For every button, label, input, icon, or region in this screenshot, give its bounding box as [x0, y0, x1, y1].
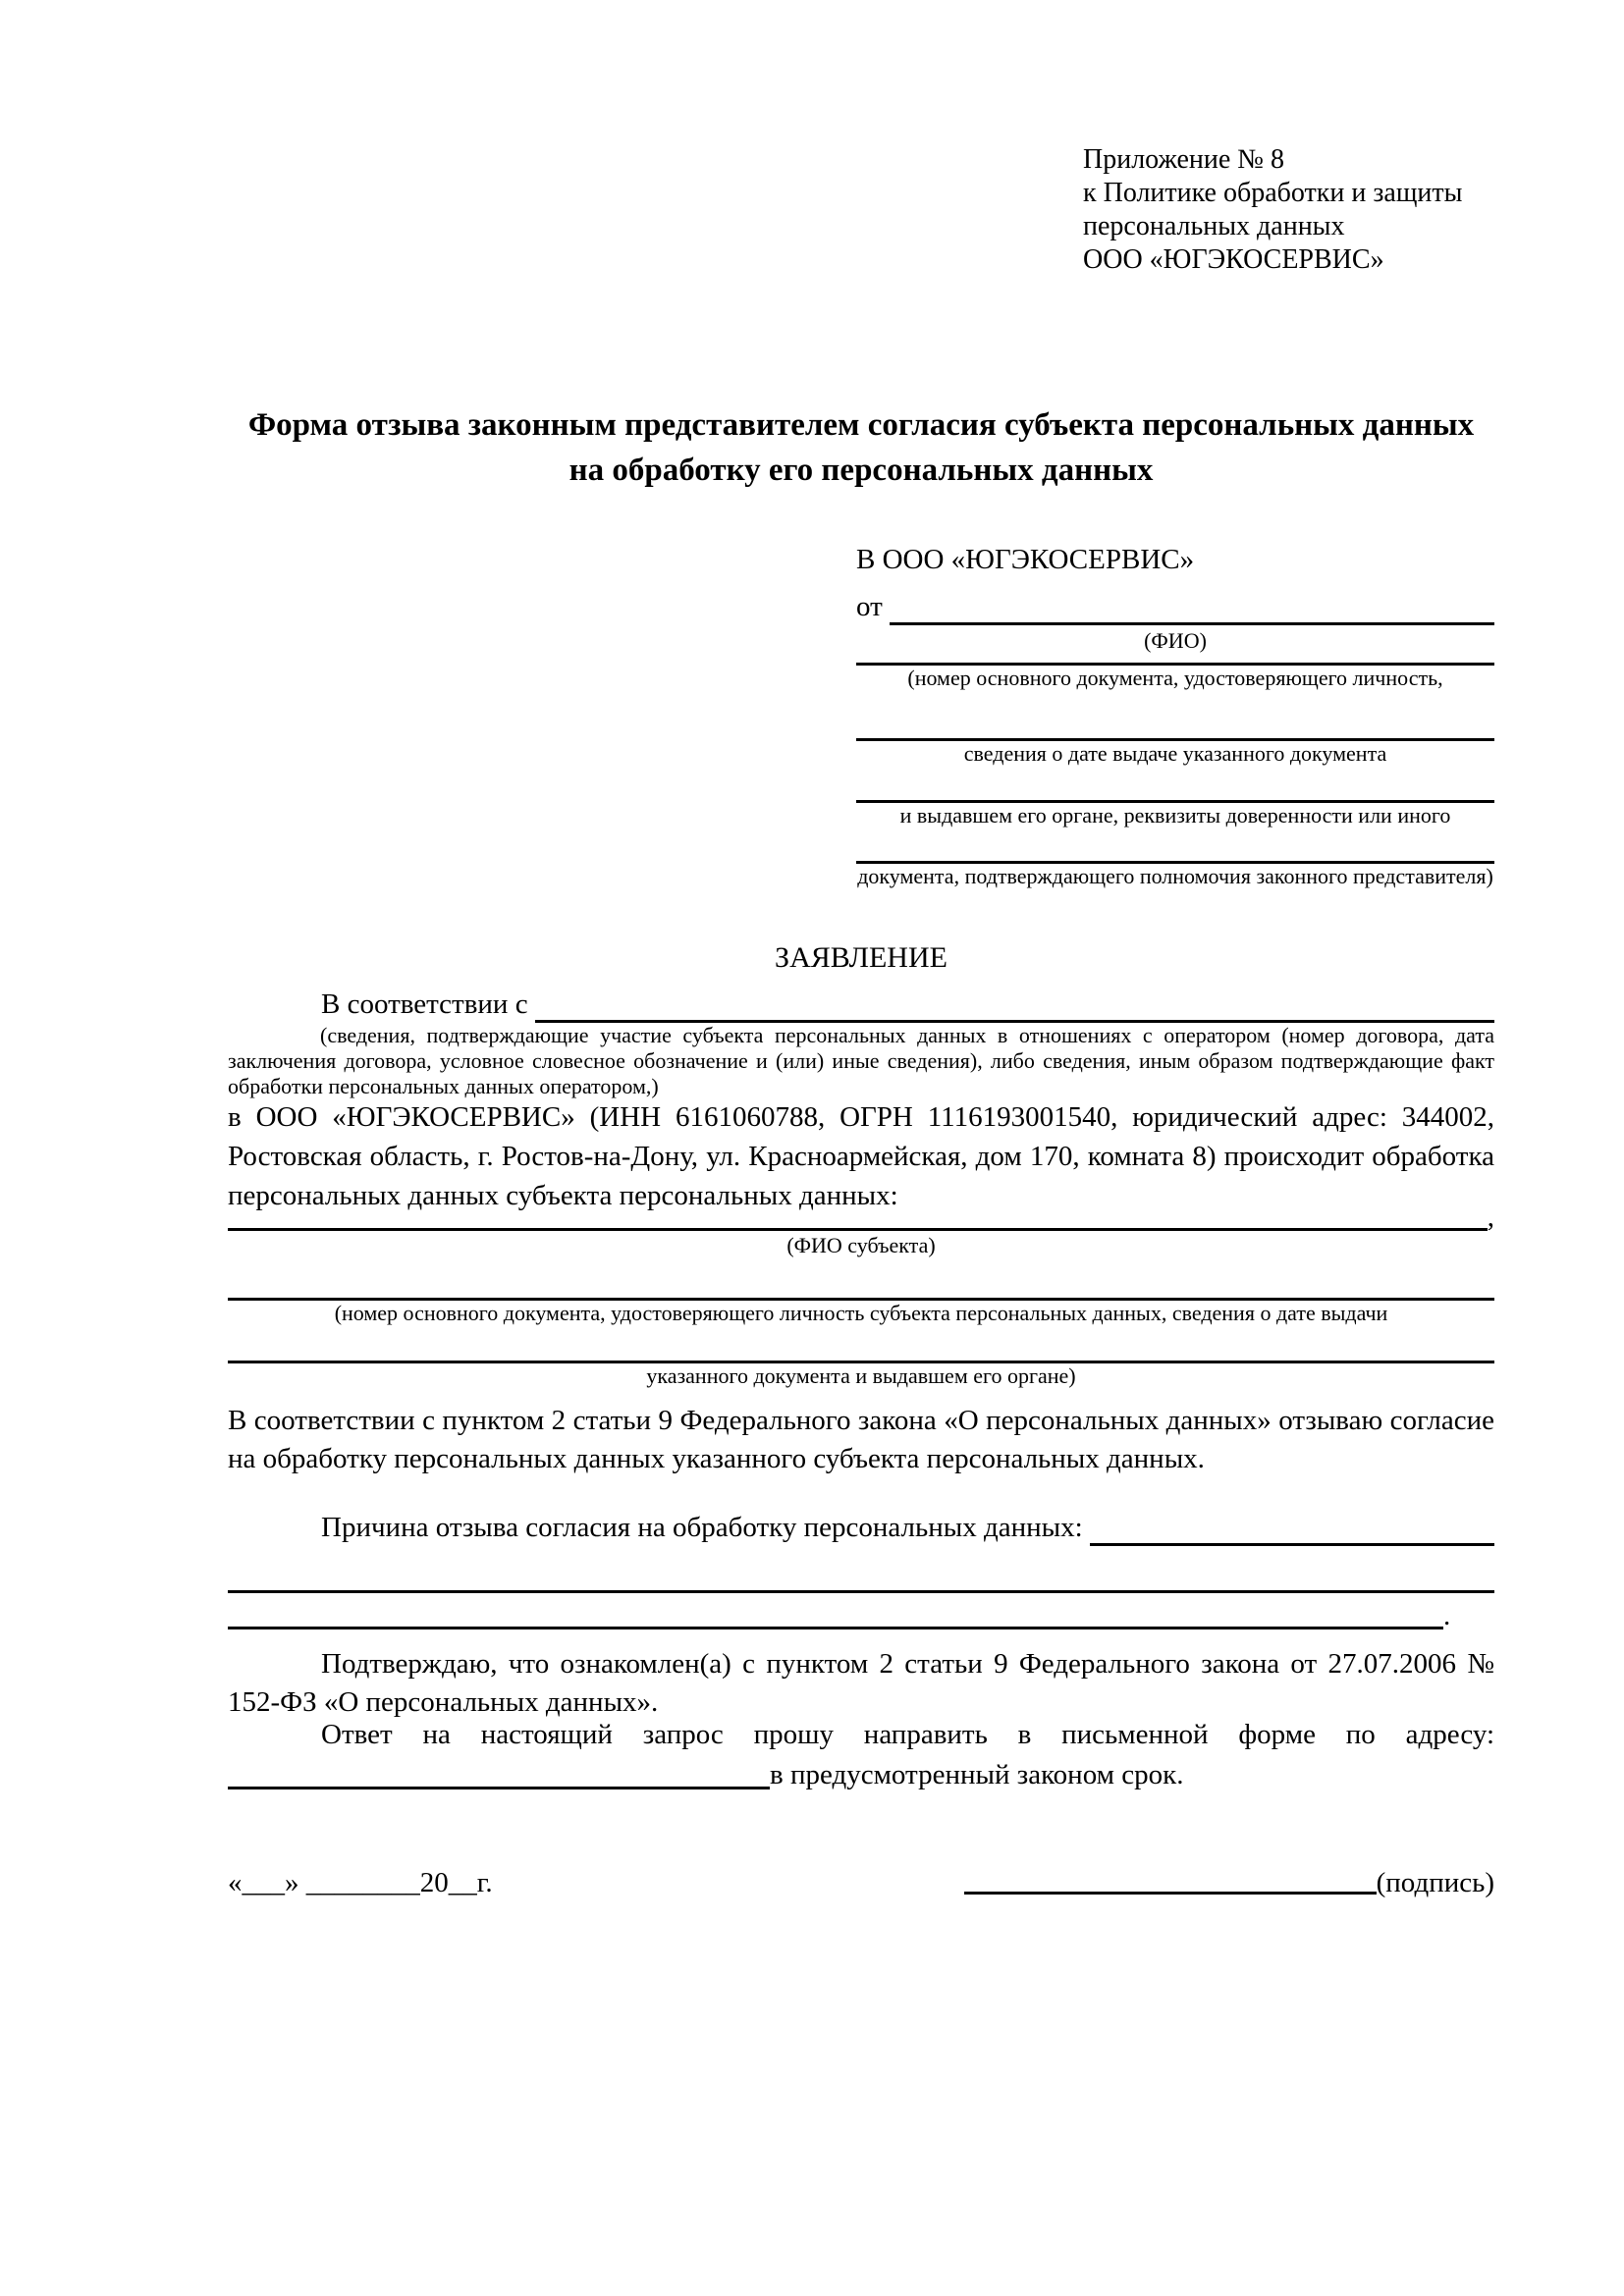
- trailing-period: .: [1443, 1600, 1451, 1631]
- doc-caption: и выдавшем его органе, реквизиты доверенности или иного: [899, 803, 1451, 828]
- appendix-note-line: персональных данных: [1083, 211, 1345, 241]
- reason-continuation-blank-line[interactable]: [228, 1590, 1494, 1593]
- signature-caption: (подпись): [1376, 1867, 1494, 1898]
- reply-address-row: [228, 1756, 1494, 1793]
- intro-note: (сведения, подтверждающие участие субъекта персональных данных в отношениях с оператором (номер договора, дата заключения договора, условное словесное обозначение и (или) иные сведения), либо сведения, иным образом подтверждающие факт обработки персональных данных оператором,): [228, 1023, 1494, 1098]
- confirm-paragraph: Подтверждаю, что ознакомлен(а) с пунктом 2 статьи 9 Федерального закона от 27.07.2006 № 152-ФЗ «О персональных данных».: [228, 1648, 1494, 1718]
- reason-continuation-row: [228, 1602, 1494, 1629]
- fio-caption: (ФИО): [1144, 628, 1207, 653]
- reply-request-line: Ответ на настоящий запрос прошу направить в письменной форме по адресу:: [321, 1719, 1494, 1750]
- doc-caption: документа, подтверждающего полномочия законного представителя): [857, 864, 1493, 888]
- doc-caption: (номер основного документа, удостоверяющего личность,: [907, 666, 1443, 690]
- reason-prefix: Причина отзыва согласия на обработку персональных данных:: [321, 1512, 1090, 1543]
- appendix-note-line: ООО «ЮГЭКОСЕРВИС»: [1083, 244, 1384, 275]
- appendix-note-line: Приложение № 8: [1083, 144, 1284, 175]
- appendix-note: [1083, 143, 1462, 277]
- signature-group: [964, 1865, 1494, 1900]
- doc-caption: сведения о дате выдаче указанного документа: [963, 741, 1387, 766]
- page-title: Форма отзыва законным представителем согласия субъекта персональных данных на обработку его персональных данных: [247, 407, 1475, 488]
- subject-fio-row: [228, 1203, 1494, 1231]
- reply-block: [228, 1716, 1494, 1793]
- addressee-block: [856, 541, 1494, 889]
- subject-block: [228, 1203, 1494, 1389]
- intro-prefix: В соответствии с: [321, 988, 535, 1020]
- footer-row: [228, 1865, 1494, 1900]
- subject-fio-blank-line[interactable]: [228, 1228, 1488, 1231]
- reason-continuation-blank-line[interactable]: [228, 1627, 1443, 1629]
- reason-blank-line[interactable]: [1090, 1543, 1494, 1546]
- withdraw-paragraph: В соответствии с пунктом 2 статьи 9 Федерального закона «О персональных данных» отзываю согласие на обработку персональных данных указанного субъекта персональных данных.: [228, 1405, 1494, 1474]
- representative-fio-blank-line[interactable]: [890, 622, 1494, 625]
- reason-row: [228, 1509, 1494, 1546]
- subject-fio-caption: (ФИО субъекта): [786, 1233, 936, 1257]
- appendix-note-line: к Политике обработки и защиты: [1083, 178, 1463, 208]
- from-row: [856, 588, 1494, 625]
- intro-row: [228, 986, 1494, 1023]
- subject-doc-caption: указанного документа и выдавшем его органе): [646, 1363, 1076, 1388]
- from-label: от: [856, 591, 891, 622]
- signature-blank-line[interactable]: [964, 1892, 1377, 1895]
- subject-doc-caption: (номер основного документа, удостоверяющего личность субъекта персональных данных, сведения о дате выдачи: [334, 1301, 1388, 1325]
- operator-paragraph: в ООО «ЮГЭКОСЕРВИС» (ИНН 6161060788, ОГРН 1116193001540, юридический адрес: 344002, Ростовская область, г. Ростов-на-Дону, ул. Красноармейская, дом 170, комната 8) происходит обработка персональных данных субъекта персональных данных:: [228, 1101, 1494, 1211]
- trailing-comma: ,: [1487, 1201, 1494, 1233]
- statement-heading: ЗАЯВЛЕНИЕ: [775, 941, 947, 974]
- addressee-company: В ООО «ЮГЭКОСЕРВИС»: [856, 544, 1195, 575]
- reply-address-blank-line[interactable]: [228, 1787, 770, 1789]
- date-field[interactable]: «___» ________20__г.: [228, 1867, 493, 1898]
- reply-suffix: в предусмотренный законом срок.: [770, 1759, 1184, 1790]
